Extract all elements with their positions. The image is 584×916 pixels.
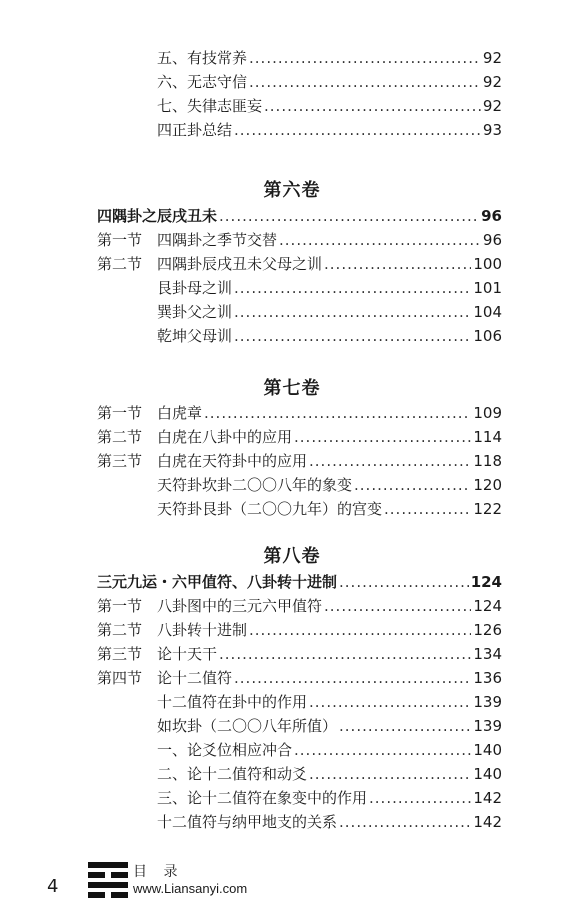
toc-entry [97, 71, 502, 93]
toc-page-number: 136 [473, 669, 502, 687]
toc-entry [97, 498, 502, 520]
dot-leader [294, 426, 471, 448]
toc-entry [97, 619, 502, 641]
toc-page-number: 124 [473, 597, 502, 615]
dot-leader [309, 450, 471, 472]
toc-entry-title: 一、论爻位相应冲合 [157, 741, 293, 759]
toc-section-number: 第三节 [97, 645, 143, 663]
toc-page-number: 120 [473, 476, 502, 494]
toc-entry-title: 六、无志守信 [157, 73, 248, 91]
toc-section-number: 第三节 [97, 452, 143, 470]
dot-leader [309, 763, 471, 785]
toc-section-number: 第一节 [97, 597, 143, 615]
toc-entry [97, 474, 502, 496]
dot-leader [234, 667, 471, 689]
toc-page-number: 124 [470, 573, 502, 591]
dot-leader [369, 787, 471, 809]
toc-entry-title: 白虎在八卦中的应用 [157, 428, 293, 446]
toc-page-number: 100 [473, 255, 502, 273]
toc-entry [97, 667, 502, 689]
footer-title: 目 录 [133, 864, 184, 880]
dot-leader [249, 71, 481, 93]
toc-entry [97, 571, 502, 593]
toc-entry-title: 五、有技常养 [157, 49, 248, 67]
toc-entry [97, 229, 502, 251]
toc-entry-title: 四隅卦辰戌丑未父母之训 [157, 255, 323, 273]
toc-entry-title: 三元九运・六甲值符、八卦转十进制 [97, 573, 338, 591]
toc-page-number: 106 [473, 327, 502, 345]
toc-page-number: 92 [482, 73, 502, 91]
toc-page-number: 140 [473, 741, 502, 759]
toc-entry-title: 天符卦艮卦（二〇〇九年）的宫变 [157, 500, 383, 518]
toc-page-number: 142 [473, 789, 502, 807]
toc-entry [97, 691, 502, 713]
toc-entry-title: 八卦图中的三元六甲值符 [157, 597, 323, 615]
toc-page-number: 96 [482, 231, 502, 249]
dot-leader [264, 95, 481, 117]
toc-page-number: 114 [473, 428, 502, 446]
toc-page-number: 101 [473, 279, 502, 297]
toc-entry-title: 四正卦总结 [157, 121, 233, 139]
toc-entry [97, 205, 502, 227]
dot-leader [204, 402, 471, 424]
dot-leader [339, 715, 471, 737]
dot-leader [234, 119, 481, 141]
dot-leader [249, 47, 481, 69]
volume-heading: 第八卷 [263, 546, 321, 567]
dot-leader [219, 643, 471, 665]
toc-entry [97, 325, 502, 347]
toc-page-number: 134 [473, 645, 502, 663]
dot-leader [279, 229, 481, 251]
toc-entry [97, 787, 502, 809]
toc-entry-title: 艮卦母之训 [157, 279, 233, 297]
toc-entry-title: 论十二值符 [157, 669, 233, 687]
toc-entry [97, 739, 502, 761]
toc-entry-title: 四隅卦之季节交替 [157, 231, 278, 249]
volume-heading: 第七卷 [263, 378, 321, 399]
toc-entry [97, 426, 502, 448]
dot-leader [234, 277, 471, 299]
dot-leader [384, 498, 471, 520]
toc-page-number: 104 [473, 303, 502, 321]
toc-page-number: 92 [482, 49, 502, 67]
toc-page-number: 142 [473, 813, 502, 831]
toc-section-number: 第二节 [97, 428, 143, 446]
toc-entry [97, 715, 502, 737]
toc-page-number: 126 [473, 621, 502, 639]
toc-entry-title: 如坎卦（二〇〇八年所值） [157, 717, 338, 735]
toc-entry-title: 白虎章 [157, 404, 203, 422]
toc-page-number: 96 [481, 207, 502, 225]
toc-entry [97, 301, 502, 323]
dot-leader [234, 301, 471, 323]
dot-leader [219, 205, 479, 227]
toc-entry [97, 277, 502, 299]
dot-leader [324, 253, 471, 275]
trigram-logo-icon [88, 862, 128, 902]
toc-entry-title: 二、论十二值符和动爻 [157, 765, 308, 783]
toc-section-number: 第四节 [97, 669, 143, 687]
toc-page-number: 118 [473, 452, 502, 470]
toc-page-number: 122 [473, 500, 502, 518]
toc-entry-title: 七、失律志匪妄 [157, 97, 263, 115]
toc-page-number: 139 [473, 717, 502, 735]
toc-page-number: 92 [482, 97, 502, 115]
toc-entry-title: 白虎在天符卦中的应用 [157, 452, 308, 470]
toc-entry-title: 十二值符在卦中的作用 [157, 693, 308, 711]
toc-entry [97, 95, 502, 117]
dot-leader [354, 474, 471, 496]
toc-page-number: 140 [473, 765, 502, 783]
toc-entry-title: 乾坤父母训 [157, 327, 233, 345]
toc-entry-title: 八卦转十进制 [157, 621, 248, 639]
toc-entry-title: 天符卦坎卦二〇〇八年的象变 [157, 476, 353, 494]
toc-entry [97, 643, 502, 665]
toc-entry-title: 巽卦父之训 [157, 303, 233, 321]
dot-leader [294, 739, 471, 761]
toc-entry-title: 四隅卦之辰戌丑未 [97, 207, 218, 225]
dot-leader [324, 595, 471, 617]
dot-leader [339, 811, 471, 833]
dot-leader [309, 691, 471, 713]
toc-entry [97, 119, 502, 141]
toc-entry [97, 402, 502, 424]
toc-entry-title: 三、论十二值符在象变中的作用 [157, 789, 368, 807]
toc-section-number: 第一节 [97, 404, 143, 422]
toc-entry-title: 论十天干 [157, 645, 218, 663]
toc-section-number: 第一节 [97, 231, 143, 249]
toc-entry [97, 595, 502, 617]
footer-url: www.Liansanyi.com [133, 881, 248, 896]
toc-section-number: 第二节 [97, 255, 143, 273]
volume-heading: 第六卷 [263, 180, 321, 201]
dot-leader [234, 325, 471, 347]
dot-leader [249, 619, 471, 641]
toc-page-number: 109 [473, 404, 502, 422]
toc-section-number: 第二节 [97, 621, 143, 639]
toc-page-number: 93 [482, 121, 502, 139]
toc-entry [97, 763, 502, 785]
toc-entry [97, 47, 502, 69]
page-number: 4 [47, 876, 59, 897]
toc-entry [97, 253, 502, 275]
toc-page-number: 139 [473, 693, 502, 711]
toc-entry [97, 811, 502, 833]
toc-entry [97, 450, 502, 472]
toc-entry-title: 十二值符与纳甲地支的关系 [157, 813, 338, 831]
dot-leader [339, 571, 469, 593]
